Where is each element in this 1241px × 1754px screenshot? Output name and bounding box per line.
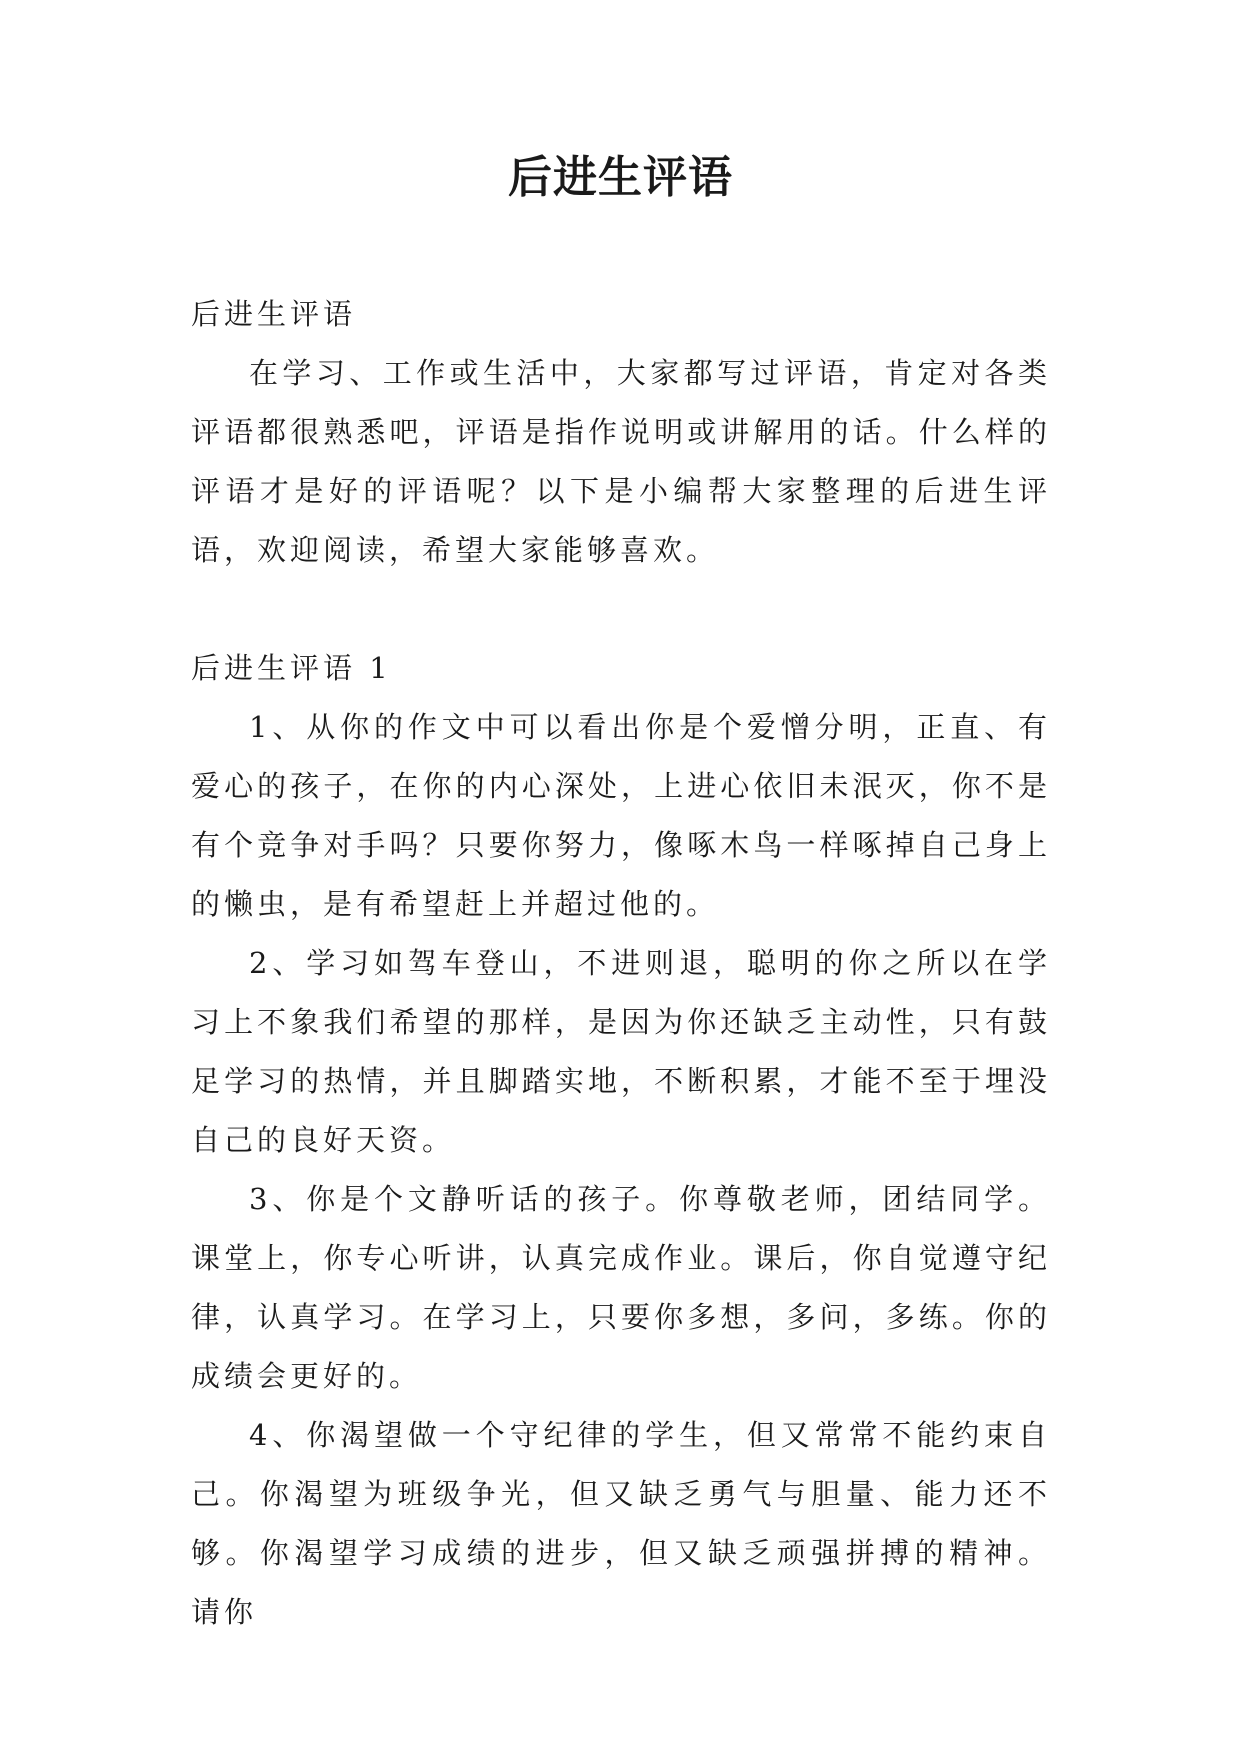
page-title: 后进生评语 <box>508 152 733 203</box>
intro-paragraph: 在学习、工作或生活中，大家都写过评语，肯定对各类评语都很熟悉吧，评语是指作说明或讲解用的话。什么样的评语才是好的评语呢？以下是小编帮大家整理的后进生评语，欢迎阅读，希望大家能够喜欢。 <box>191 356 1051 567</box>
paragraph-spacer <box>191 580 1051 639</box>
section-heading: 后进生评语 1 <box>191 651 392 685</box>
comment-item-4: 4、你渴望做一个守纪律的学生，但又常常不能约束自己。你渴望为班级争光，但又缺乏勇气与胆量、能力还不够。你渴望学习成绩的进步，但又缺乏顽强拼搏的精神。 请你 <box>191 1418 1051 1629</box>
document-body <box>191 285 1051 1642</box>
comment-item-2: 2、学习如驾车登山，不进则退，聪明的你之所以在学习上不象我们希望的那样，是因为你还缺乏主动性，只有鼓足学习的热情，并且脚踏实地，不断积累，才能不至于埋没自己的良好天资。 <box>191 946 1051 1157</box>
document-subtitle: 后进生评语 <box>191 297 357 331</box>
comment-item-1: 1、从你的作文中可以看出你是个爱憎分明，正直、有爱心的孩子，在你的内心深处，上进心依旧未泯灭，你不是有个竞争对手吗？只要你努力，像啄木鸟一样啄掉自己身上的懒虫，是有希望赶上并超过他的。 <box>191 710 1051 921</box>
comment-item-3: 3、你是个文静听话的孩子。你尊敬老师，团结同学。课堂上，你专心听讲，认真完成作业。课后，你自觉遵守纪律，认真学习。在学习上，只要你多想，多问，多练。你的成绩会更好的。 <box>191 1182 1051 1393</box>
